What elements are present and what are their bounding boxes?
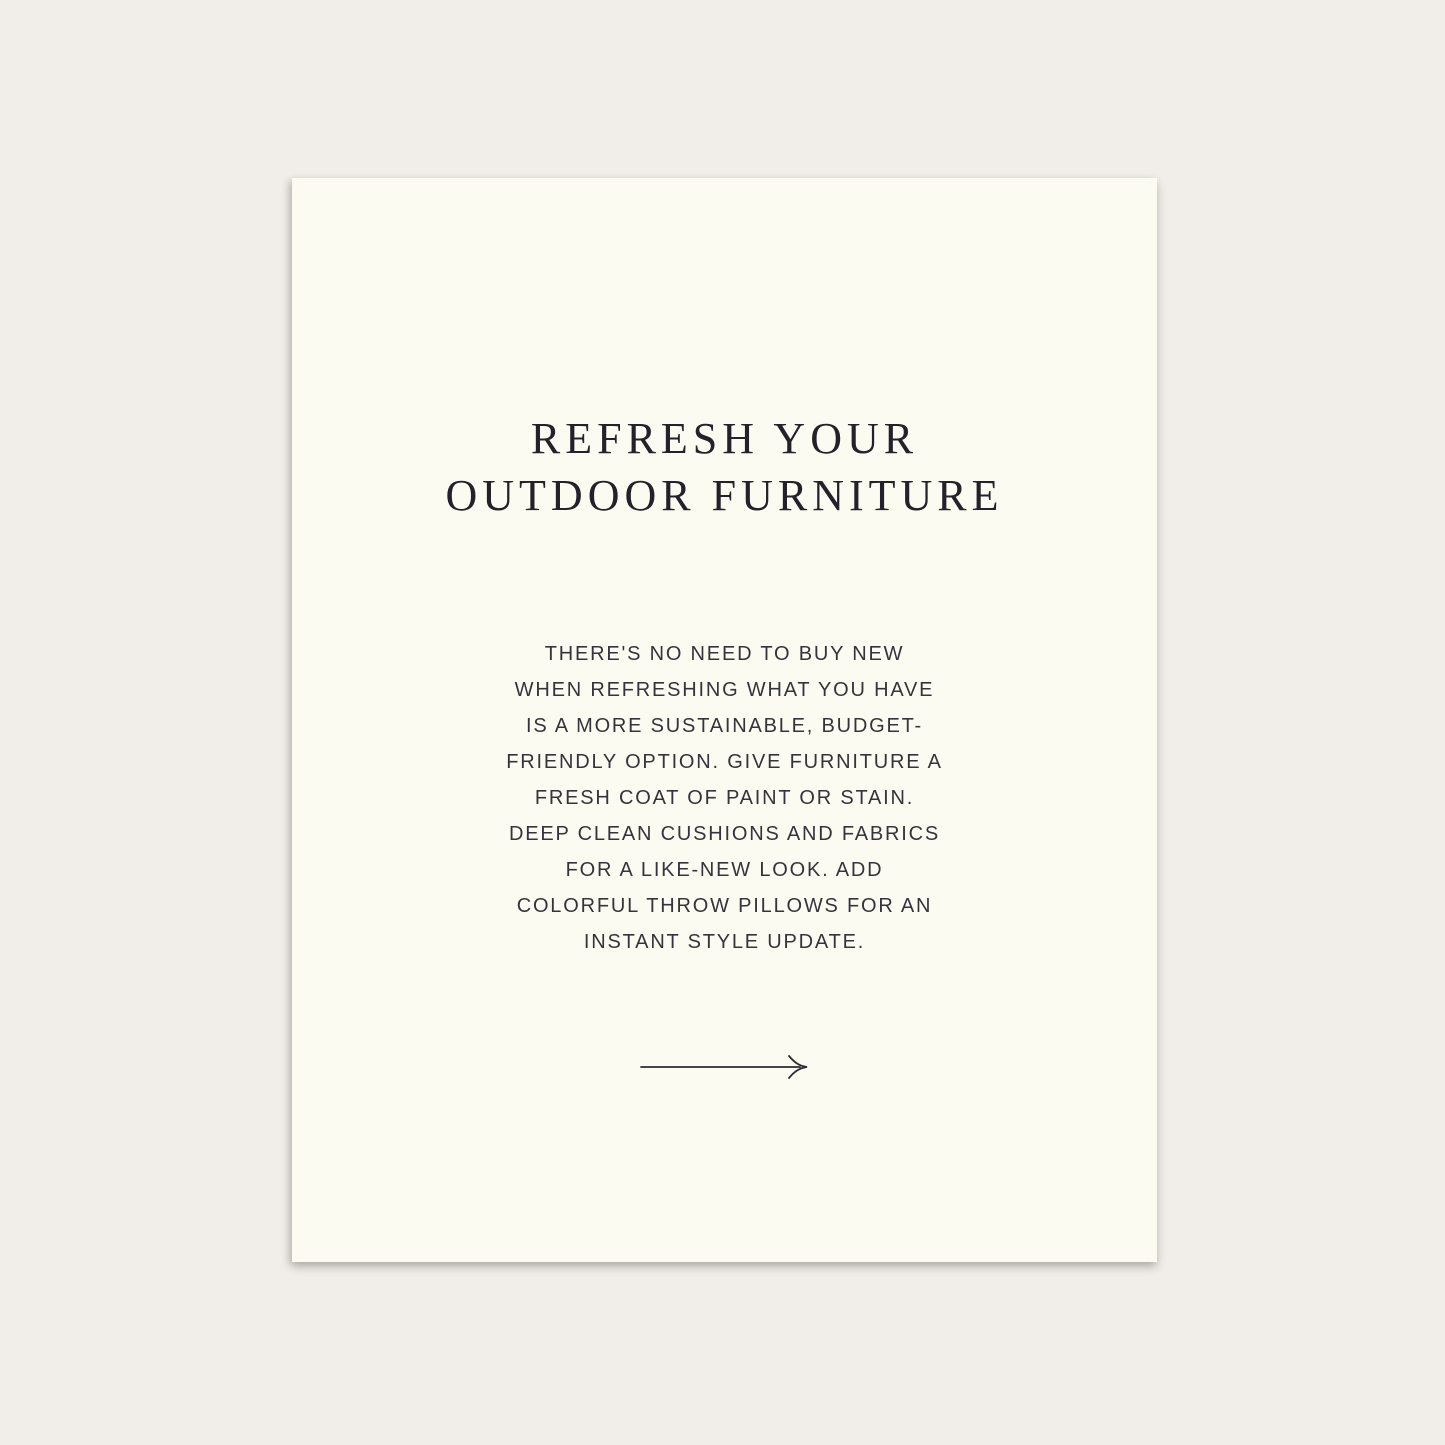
body-line: IS A MORE SUSTAINABLE, BUDGET- [525, 715, 924, 737]
body-line: WHEN REFRESHING WHAT YOU HAVE [514, 679, 935, 701]
title-line-2: OUTDOOR FURNITURE [445, 471, 1004, 520]
page-title [292, 410, 1157, 524]
body-line: FRIENDLY OPTION. GIVE FURNITURE A [506, 751, 943, 773]
body-line: DEEP CLEAN CUSHIONS AND FABRICS [508, 823, 941, 845]
body-line: THERE'S NO NEED TO BUY NEW [544, 643, 905, 665]
body-line: FRESH COAT OF PAINT OR STAIN. [534, 787, 915, 809]
title-line-1: REFRESH YOUR [530, 414, 919, 463]
card [292, 178, 1157, 1262]
right-arrow-icon [292, 1054, 1157, 1080]
body-line: FOR A LIKE-NEW LOOK. ADD [565, 859, 884, 881]
body-line: INSTANT STYLE UPDATE. [583, 931, 866, 953]
body-line: COLORFUL THROW PILLOWS FOR AN [516, 895, 933, 917]
body-text [292, 636, 1157, 960]
